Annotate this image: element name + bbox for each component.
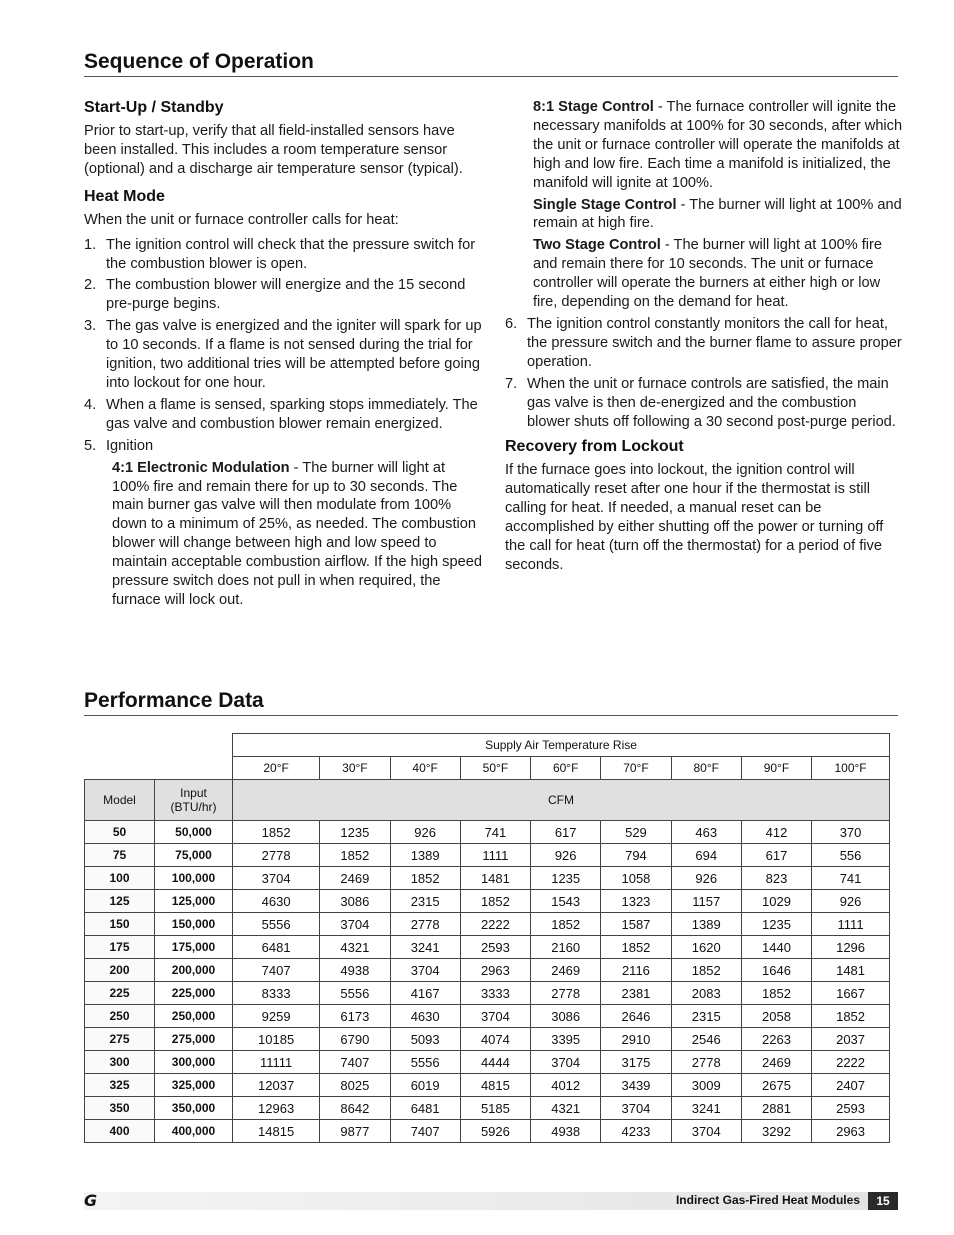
lockout-text: If the furnace goes into lockout, the ignition control will automatically reset after one hour if the thermostat is still calling for heat. If needed, a manual reset can be accomplished by either shutting off the power or turning off the call for heat (turn off the thermostat) for a period of five seconds. (505, 462, 884, 573)
cfm-cell: 1481 (460, 867, 530, 890)
cfm-cell: 6790 (320, 1028, 390, 1051)
cfm-cell: 3241 (671, 1097, 741, 1120)
cfm-cell: 4938 (320, 959, 390, 982)
step-item (505, 375, 903, 432)
two-stage-text: - The burner will light at 100% fire and remain there for 10 seconds. The unit or furnace controller will operate the burners at either high or low fire, depending on the demand for heat. (533, 237, 883, 311)
cfm-cell: 741 (812, 867, 890, 890)
cfm-cell: 6173 (320, 1005, 390, 1028)
cfm-cell: 3395 (531, 1028, 601, 1051)
step-number: 6. (505, 315, 518, 332)
cfm-cell: 1111 (812, 913, 890, 936)
cfm-cell: 2263 (741, 1028, 811, 1051)
input-cell: 150,000 (155, 913, 233, 936)
step-item (84, 317, 484, 393)
step-item (84, 396, 484, 434)
model-cell: 300 (85, 1051, 155, 1074)
cfm-cell: 3439 (601, 1074, 671, 1097)
heat-heading: Heat Mode (84, 187, 165, 205)
cfm-cell: 2593 (812, 1097, 890, 1120)
cfm-cell: 4938 (531, 1120, 601, 1143)
cfm-header: CFM (233, 780, 890, 821)
step-text: When a flame is sensed, sparking stops immediately. The gas valve and combustion blower remain energized. (106, 396, 478, 432)
stage8-paragraph (505, 98, 903, 193)
cfm-cell: 2469 (320, 867, 390, 890)
brand-logo-icon: G (84, 1191, 98, 1210)
cfm-cell: 741 (460, 821, 530, 844)
step-item (84, 437, 484, 456)
step-item (84, 236, 484, 274)
cfm-cell: 2910 (601, 1028, 671, 1051)
cfm-cell: 2778 (233, 844, 320, 867)
cfm-cell: 1852 (390, 867, 460, 890)
cfm-cell: 5556 (390, 1051, 460, 1074)
footer-doc-title: Indirect Gas-Fired Heat Modules (675, 1193, 860, 1207)
cfm-cell: 529 (601, 821, 671, 844)
cfm-cell: 3704 (531, 1051, 601, 1074)
input-cell: 50,000 (155, 821, 233, 844)
table-row (85, 936, 890, 959)
cfm-cell: 1296 (812, 936, 890, 959)
cfm-cell: 4167 (390, 982, 460, 1005)
cfm-cell: 3704 (671, 1120, 741, 1143)
cfm-cell: 2058 (741, 1005, 811, 1028)
table-row (85, 913, 890, 936)
model-cell: 50 (85, 821, 155, 844)
two-stage-paragraph (505, 236, 903, 312)
cfm-cell: 4630 (233, 890, 320, 913)
modulation-text: - The burner will light at 100% fire and remain there for up to 30 seconds. The main burner gas valve will then modulate from 100% down to a minimum of 25%, as needed. The combustion blower will change between high and low speed to maintain acceptable combustion airflow. If the high speed pressure switch does not pull in when required, the furnace will lock out. (112, 459, 482, 608)
cfm-cell: 5556 (233, 913, 320, 936)
cfm-cell: 8642 (320, 1097, 390, 1120)
cfm-cell: 1440 (741, 936, 811, 959)
step-number: 5. (84, 437, 97, 454)
model-cell: 325 (85, 1074, 155, 1097)
cfm-cell: 2116 (601, 959, 671, 982)
cfm-cell: 2593 (460, 936, 530, 959)
cfm-cell: 370 (812, 821, 890, 844)
cfm-cell: 3704 (233, 867, 320, 890)
cfm-cell: 2160 (531, 936, 601, 959)
input-cell: 75,000 (155, 844, 233, 867)
cfm-cell: 1543 (531, 890, 601, 913)
step-text: When the unit or furnace controls are satisfied, the main gas valve is then de-energized and the combustion blower shuts off following a 30 second post-purge period. (527, 375, 896, 430)
cfm-cell: 926 (390, 821, 460, 844)
single-stage-label: Single Stage Control (533, 196, 677, 213)
cfm-cell: 4444 (460, 1051, 530, 1074)
step-text: The gas valve is energized and the igniter will spark for up to 10 seconds. If a flame is not sensed during the trial for ignition, two additional tries will be attempted before going into lockout for one hour. (106, 318, 482, 391)
cfm-cell: 2778 (671, 1051, 741, 1074)
cfm-cell: 3333 (460, 982, 530, 1005)
temperature-header: 60°F (531, 757, 601, 780)
cfm-cell: 8333 (233, 982, 320, 1005)
temperature-header: 80°F (671, 757, 741, 780)
cfm-cell: 2778 (531, 982, 601, 1005)
cfm-cell: 3704 (390, 959, 460, 982)
cfm-cell: 2315 (390, 890, 460, 913)
page-number: 15 (868, 1192, 898, 1210)
table-corner-blank-2 (85, 757, 233, 780)
temperature-header: 30°F (320, 757, 390, 780)
cfm-cell: 7407 (233, 959, 320, 982)
table-row (85, 867, 890, 890)
page-footer (84, 1192, 898, 1210)
cfm-cell: 694 (671, 844, 741, 867)
cfm-cell: 6481 (233, 936, 320, 959)
cfm-cell: 1235 (741, 913, 811, 936)
table-row (85, 959, 890, 982)
performance-table (84, 733, 890, 1143)
model-cell: 225 (85, 982, 155, 1005)
cfm-cell: 1389 (390, 844, 460, 867)
step-text: The ignition control constantly monitors the call for heat, the pressure switch and the burner flame to assure proper operation. (527, 315, 902, 370)
modulation-paragraph (84, 459, 484, 610)
cfm-cell: 12963 (233, 1097, 320, 1120)
input-cell: 275,000 (155, 1028, 233, 1051)
cfm-cell: 3704 (601, 1097, 671, 1120)
step-number: 3. (84, 318, 97, 335)
performance-title: Performance Data (84, 689, 898, 716)
table-row (85, 1074, 890, 1097)
cfm-cell: 4233 (601, 1120, 671, 1143)
temperature-header: 90°F (741, 757, 811, 780)
input-cell: 350,000 (155, 1097, 233, 1120)
cfm-cell: 1620 (671, 936, 741, 959)
temperature-header: 40°F (390, 757, 460, 780)
cfm-cell: 3086 (320, 890, 390, 913)
cfm-cell: 2963 (460, 959, 530, 982)
cfm-cell: 1111 (460, 844, 530, 867)
temperature-header: 50°F (460, 757, 530, 780)
cfm-cell: 1058 (601, 867, 671, 890)
table-row (85, 1028, 890, 1051)
cfm-cell: 7407 (390, 1120, 460, 1143)
input-header (155, 780, 233, 821)
model-cell: 250 (85, 1005, 155, 1028)
step-number: 2. (84, 277, 97, 294)
table-row (85, 844, 890, 867)
cfm-cell: 11111 (233, 1051, 320, 1074)
cfm-cell: 3704 (320, 913, 390, 936)
cfm-cell: 3241 (390, 936, 460, 959)
cfm-cell: 1235 (531, 867, 601, 890)
input-header-line1: Input (180, 786, 207, 800)
cfm-cell: 1852 (601, 936, 671, 959)
cfm-cell: 3009 (671, 1074, 741, 1097)
input-cell: 300,000 (155, 1051, 233, 1074)
cfm-cell: 6481 (390, 1097, 460, 1120)
input-cell: 400,000 (155, 1120, 233, 1143)
model-header: Model (85, 780, 155, 821)
input-cell: 175,000 (155, 936, 233, 959)
table-row (85, 890, 890, 913)
cfm-cell: 9259 (233, 1005, 320, 1028)
cfm-cell: 1323 (601, 890, 671, 913)
cfm-cell: 3704 (460, 1005, 530, 1028)
cfm-cell: 926 (671, 867, 741, 890)
startup-text: Prior to start-up, verify that all field-installed sensors have been installed. This includes a room temperature sensor (optional) and a discharge air temperature sensor (typical). (84, 123, 463, 177)
cfm-cell: 556 (812, 844, 890, 867)
cfm-cell: 2381 (601, 982, 671, 1005)
table-row (85, 821, 890, 844)
cfm-cell: 5556 (320, 982, 390, 1005)
cfm-cell: 2646 (601, 1005, 671, 1028)
cfm-cell: 412 (741, 821, 811, 844)
cfm-cell: 1587 (601, 913, 671, 936)
step-item (505, 315, 903, 372)
temperature-header: 100°F (812, 757, 890, 780)
cfm-cell: 1852 (320, 844, 390, 867)
cfm-cell: 1852 (531, 913, 601, 936)
table-corner-blank (85, 734, 233, 757)
cfm-cell: 2222 (460, 913, 530, 936)
left-column (84, 98, 484, 613)
cfm-cell: 617 (741, 844, 811, 867)
temperature-header: 20°F (233, 757, 320, 780)
cfm-cell: 2963 (812, 1120, 890, 1143)
supply-air-header: Supply Air Temperature Rise (233, 734, 890, 757)
cfm-cell: 2881 (741, 1097, 811, 1120)
table-row (85, 1120, 890, 1143)
cfm-cell: 2675 (741, 1074, 811, 1097)
cfm-cell: 4074 (460, 1028, 530, 1051)
step-number: 4. (84, 396, 97, 413)
cfm-cell: 14815 (233, 1120, 320, 1143)
model-cell: 75 (85, 844, 155, 867)
cfm-cell: 1852 (233, 821, 320, 844)
cfm-cell: 1157 (671, 890, 741, 913)
single-stage-text: - The burner will light at 100% and remain at high fire. (533, 196, 902, 232)
cfm-cell: 2222 (812, 1051, 890, 1074)
cfm-cell: 4012 (531, 1074, 601, 1097)
table-row (85, 1097, 890, 1120)
step-number: 1. (84, 236, 97, 253)
input-cell: 200,000 (155, 959, 233, 982)
cfm-cell: 1852 (671, 959, 741, 982)
heat-steps-list-continued (505, 315, 903, 431)
cfm-cell: 7407 (320, 1051, 390, 1074)
cfm-cell: 2469 (531, 959, 601, 982)
cfm-cell: 463 (671, 821, 741, 844)
model-cell: 400 (85, 1120, 155, 1143)
cfm-cell: 12037 (233, 1074, 320, 1097)
step-number: 7. (505, 375, 518, 392)
cfm-cell: 2778 (390, 913, 460, 936)
cfm-cell: 4321 (320, 936, 390, 959)
cfm-cell: 1667 (812, 982, 890, 1005)
model-cell: 200 (85, 959, 155, 982)
cfm-cell: 926 (531, 844, 601, 867)
input-header-line2: (BTU/hr) (170, 800, 217, 814)
cfm-cell: 2469 (741, 1051, 811, 1074)
cfm-cell: 4630 (390, 1005, 460, 1028)
cfm-cell: 5185 (460, 1097, 530, 1120)
cfm-cell: 1852 (812, 1005, 890, 1028)
step-text: The ignition control will check that the pressure switch for the combustion blower is open. (106, 236, 476, 272)
temperature-header: 70°F (601, 757, 671, 780)
model-cell: 150 (85, 913, 155, 936)
input-cell: 250,000 (155, 1005, 233, 1028)
cfm-cell: 1389 (671, 913, 741, 936)
model-cell: 125 (85, 890, 155, 913)
heat-intro: When the unit or furnace controller calls for heat: (84, 211, 399, 228)
lockout-heading: Recovery from Lockout (505, 438, 684, 456)
cfm-cell: 3175 (601, 1051, 671, 1074)
table-row (85, 982, 890, 1005)
cfm-cell: 6019 (390, 1074, 460, 1097)
model-cell: 275 (85, 1028, 155, 1051)
cfm-cell: 1235 (320, 821, 390, 844)
cfm-cell: 8025 (320, 1074, 390, 1097)
step-item (84, 276, 484, 314)
cfm-cell: 2546 (671, 1028, 741, 1051)
single-stage-paragraph (505, 196, 903, 234)
step-text: The combustion blower will energize and the 15 second pre-purge begins. (106, 277, 466, 313)
cfm-cell: 3086 (531, 1005, 601, 1028)
cfm-cell: 4815 (460, 1074, 530, 1097)
cfm-cell: 4321 (531, 1097, 601, 1120)
table-row (85, 1051, 890, 1074)
modulation-label: 4:1 Electronic Modulation (112, 459, 290, 476)
stage8-label: 8:1 Stage Control (533, 99, 654, 115)
table-row (85, 1005, 890, 1028)
cfm-cell: 1852 (460, 890, 530, 913)
input-cell: 225,000 (155, 982, 233, 1005)
input-cell: 325,000 (155, 1074, 233, 1097)
cfm-cell: 3292 (741, 1120, 811, 1143)
cfm-cell: 10185 (233, 1028, 320, 1051)
cfm-cell: 617 (531, 821, 601, 844)
cfm-cell: 5926 (460, 1120, 530, 1143)
cfm-cell: 2083 (671, 982, 741, 1005)
sequence-title: Sequence of Operation (84, 50, 898, 77)
cfm-cell: 2037 (812, 1028, 890, 1051)
model-cell: 350 (85, 1097, 155, 1120)
temperature-header-row (85, 757, 890, 780)
input-cell: 100,000 (155, 867, 233, 890)
cfm-cell: 2407 (812, 1074, 890, 1097)
step-text: Ignition (106, 437, 154, 454)
input-cell: 125,000 (155, 890, 233, 913)
right-column (505, 98, 903, 581)
cfm-cell: 1029 (741, 890, 811, 913)
model-cell: 175 (85, 936, 155, 959)
cfm-cell: 1852 (741, 982, 811, 1005)
cfm-cell: 794 (601, 844, 671, 867)
heat-steps-list (84, 236, 484, 456)
cfm-cell: 1646 (741, 959, 811, 982)
startup-heading: Start-Up / Standby (84, 99, 224, 116)
cfm-cell: 1481 (812, 959, 890, 982)
cfm-cell: 2315 (671, 1005, 741, 1028)
table-body (85, 821, 890, 1143)
two-stage-label: Two Stage Control (533, 237, 661, 254)
cfm-cell: 926 (812, 890, 890, 913)
cfm-cell: 823 (741, 867, 811, 890)
cfm-cell: 5093 (390, 1028, 460, 1051)
cfm-cell: 9877 (320, 1120, 390, 1143)
model-cell: 100 (85, 867, 155, 890)
stage8-text: - The furnace controller will ignite the necessary manifolds at 100% for 30 seconds, after which the unit or furnace controller will operate the manifolds at high and low fire. Each time a manifold is initialized, the manifold will ignite at 100%. (533, 99, 903, 191)
